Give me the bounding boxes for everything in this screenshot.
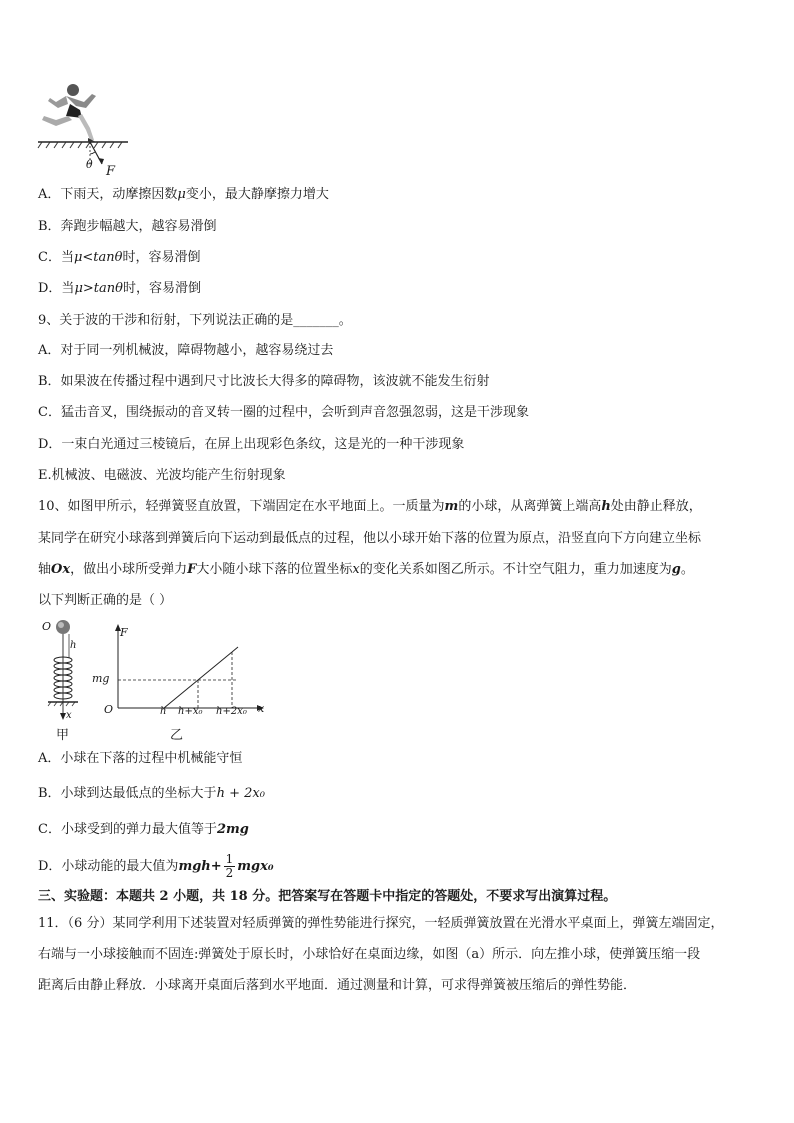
q10-stem-line-4: 以下判断正确的是（ ） (38, 593, 173, 608)
jia-x-label: x (66, 710, 72, 721)
fraction-half: $\frac{1}{2}$ (225, 852, 234, 880)
yi-h2x0-label: h+2x₀ (216, 706, 247, 717)
q11-line-3: 距离后由静止释放．小球离开桌面后落到水平地面．通过测量和计算，可求得弹簧被压缩后的弹性势能． (38, 978, 637, 993)
spring-figure (38, 618, 88, 726)
yi-origin-label: O (104, 703, 114, 716)
q9-option-e: E.机械波、电磁波、光波均能产生衍射现象 (38, 468, 286, 483)
q10-option-c: C．小球受到的弹力最大值等于2mg (38, 822, 249, 837)
yi-h-label: h (160, 706, 167, 717)
q11-line-1: 11．（6 分）某同学利用下述装置对轻质弹簧的弹性势能进行探究，一轻质弹簧放置在光滑水平桌面上，弹簧左端固定， (38, 916, 724, 931)
q8-option-d: D．当μ>tanθ时，容易滑倒 (38, 281, 201, 296)
q9-stem: 9、关于波的干涉和衍射，下列说法正确的是_______。 (38, 313, 352, 328)
yi-caption: 乙 (170, 728, 184, 743)
q10-option-b: B．小球到达最低点的坐标大于h + 2x₀ (38, 786, 265, 801)
q9-option-b: B．如果波在传播过程中遇到尺寸比波长大得多的障碍物，该波就不能发生衍射 (38, 374, 490, 389)
section-3-title: 三、实验题：本题共 2 小题，共 18 分。把答案写在答题卡中指定的答题处，不要求写出演算过程。 (38, 889, 617, 904)
yi-mg-label: mg (92, 672, 110, 685)
force-label: F (106, 164, 116, 179)
q8-option-b: B．奔跑步幅越大，越容易滑倒 (38, 219, 217, 234)
force-position-chart (110, 620, 270, 720)
q11-line-2: 右端与一小球接触而不固连:弹簧处于原长时，小球恰好在桌面边缘，如图（a）所示．向左推小球，使弹簧压缩一段 (38, 947, 701, 962)
q9-option-a: A．对于同一列机械波，障碍物越小，越容易绕过去 (38, 343, 334, 358)
yi-x-label: x (258, 702, 265, 715)
q9-option-c: C．猛击音叉，围绕振动的音叉转一圈的过程中，会听到声音忽强忽弱，这是干涉现象 (38, 405, 529, 420)
q10-option-a: A．小球在下落的过程中机械能守恒 (38, 751, 243, 766)
q8-option-c: C．当μ<tanθ时，容易滑倒 (38, 250, 201, 265)
q10-stem-line-2: 某同学在研究小球落到弹簧后向下运动到最低点的过程，他以小球开始下落的位置为原点，沿竖直向下方向建立坐标 (38, 531, 702, 546)
runner-figure (36, 80, 131, 180)
q8-option-a: A．下雨天，动摩擦因数μ变小，最大静摩擦力增大 (38, 187, 329, 202)
q10-stem-line-3: 轴Ox，做出小球所受弹力F大小随小球下落的位置坐标x的变化关系如图乙所示。不计空气阻力，重力加速度为g。 (38, 562, 694, 577)
yi-f-label: F (120, 626, 128, 639)
q10-option-d: D．小球动能的最大值为mgh+ $\frac{1}{2}$ mgx₀ (38, 852, 274, 880)
jia-h-label: h (70, 640, 77, 651)
force-line-extension (232, 647, 238, 652)
q10-stem-line-1: 10、如图甲所示，轻弹簧竖直放置，下端固定在水平地面上。一质量为m的小球，从离弹簧上端高h处由静止释放， (38, 499, 702, 514)
jia-origin-label: O (42, 620, 52, 633)
jia-caption: 甲 (56, 728, 70, 743)
angle-label: θ (86, 158, 93, 171)
yi-hx0-label: h+x₀ (178, 706, 203, 717)
q9-option-d: D．一束白光通过三棱镜后，在屏上出现彩色条纹，这是光的一种干涉现象 (38, 437, 465, 452)
